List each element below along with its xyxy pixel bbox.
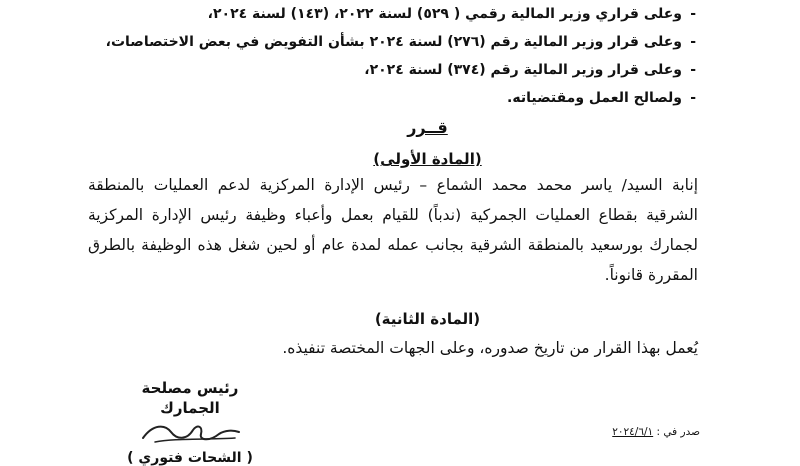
handwritten-signature [135,418,245,448]
preamble-item: - وعلى قرار وزير المالية رقم (٣٧٤) لسنة ٢٠٢٤، [96,59,696,87]
preamble-item: - ولصالح العمل ومقتضياته. [96,87,696,115]
issue-label: صدر في : [656,426,700,438]
preamble-item: - وعلى قراري وزير المالية رقمي ( ٥٢٩) لسنة ٢٠٢٢، (١٤٣) لسنة ٢٠٢٤، [96,3,696,31]
article2-title: (المادة الثانية) [374,310,481,328]
signatory-title: رئيس مصلحة الجمارك [141,379,239,417]
preamble-item: - وعلى قرار وزير المالية رقم (٢٧٦) لسنة ٢٠٢٤ بشأن التفويض في بعض الاختصاصات، [96,31,696,59]
article1-title: (المادة الأولى) [373,150,482,168]
issue-date-block [590,426,700,438]
article1-text: إنابة السيد/ ياسر محمد محمد الشماع – رئيس الإدارة المركزية لدعم العمليات بالمنطقة الشرقية بقطاع العمليات الجمركية (ندباً) للقيام بعمل وأعباء وظيفة رئيس الإدارة المركزية لجمارك بورسعيد بالمنطقة الشرقية بجانب عمله لمدة عام أو لحين شغل هذه الوظيفة بالطرق المقررة قانوناً. [88,176,698,284]
signatory-name: ( الشحات فتوري ) [127,450,253,466]
article2-text: يُعمل بهذا القرار من تاريخ صدوره، وعلى الجهات المختصة تنفيذه. [282,339,698,357]
issue-date: ٢٠٢٤/٦/١ [612,426,654,438]
signature-block [115,378,265,466]
decree-title: قــرر [407,118,448,137]
preamble-list [96,3,696,115]
